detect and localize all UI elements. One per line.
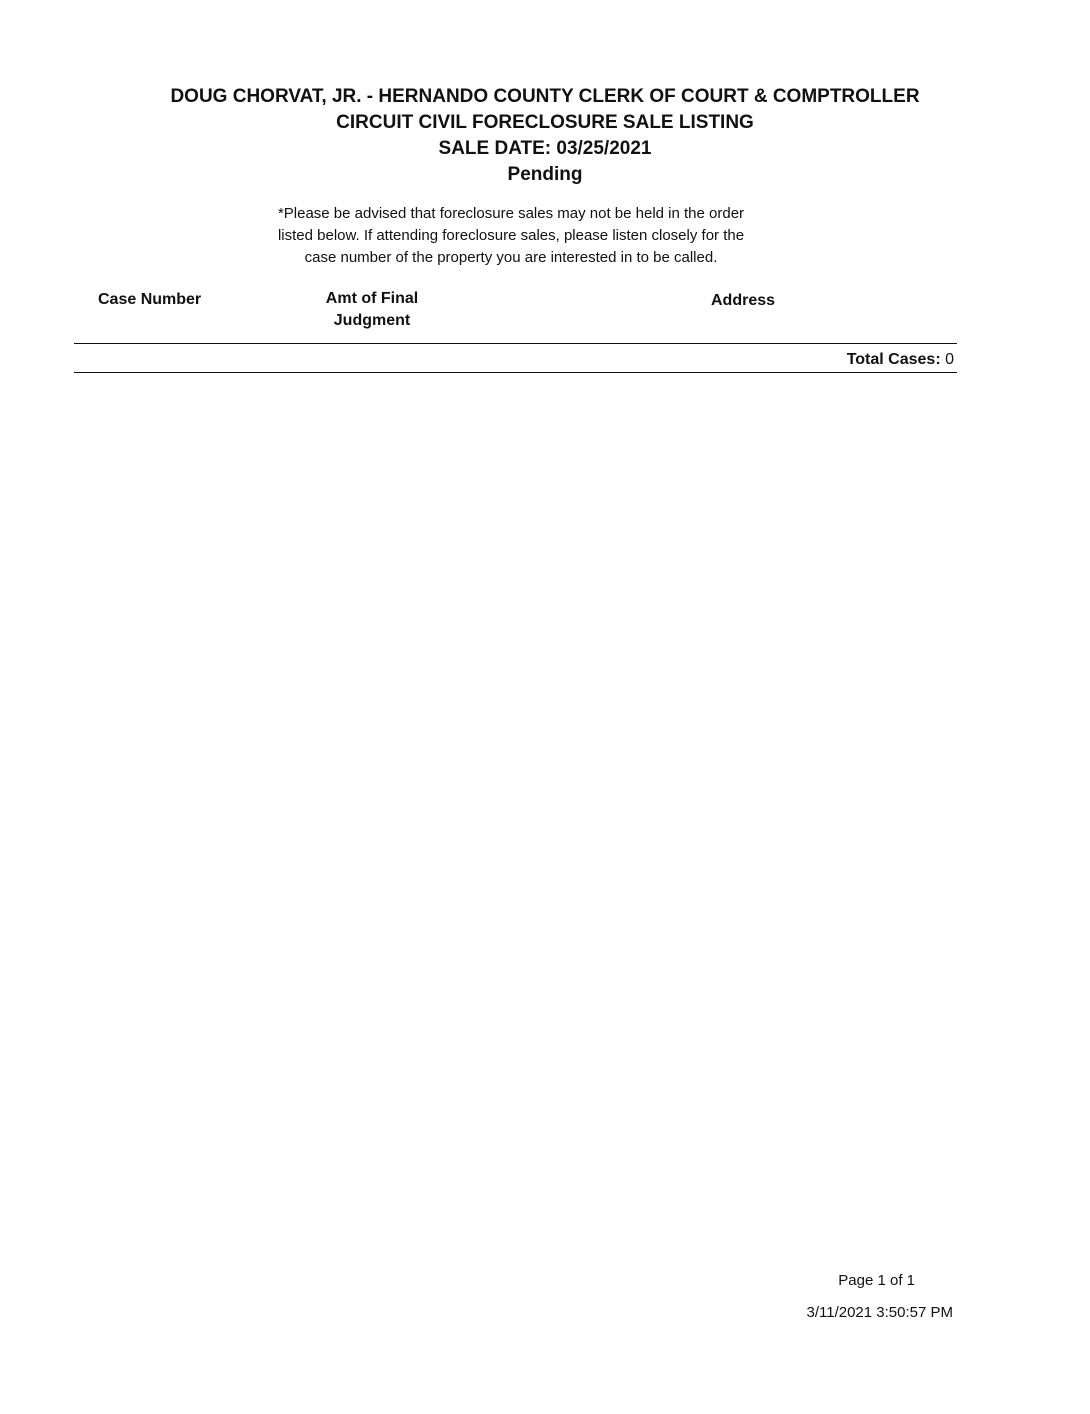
total-cases xyxy=(847,349,954,371)
column-header-address: Address xyxy=(711,292,776,309)
table-divider-top xyxy=(74,343,957,344)
page-number: Page 1 of 1 xyxy=(838,1272,915,1289)
notice-line: listed below. If attending foreclosure sales, please listen closely for the xyxy=(277,227,745,244)
report-subtitle: CIRCUIT CIVIL FORECLOSURE SALE LISTING xyxy=(336,112,754,133)
total-cases-label: Total Cases: xyxy=(846,351,941,368)
column-header-case-number: Case Number xyxy=(98,291,202,308)
notice-line: *Please be advised that foreclosure sales may not be held in the order xyxy=(277,205,745,222)
advisory-notice xyxy=(0,203,1022,269)
print-timestamp: 3/11/2021 3:50:57 PM xyxy=(806,1304,953,1321)
notice-line: case number of the property you are interested in to be called. xyxy=(304,249,718,266)
report-title: DOUG CHORVAT, JR. - HERNANDO COUNTY CLERK OF COURT & COMPTROLLER xyxy=(170,86,920,107)
table-divider-bottom xyxy=(74,372,957,373)
column-header-amount-line2: Judgment xyxy=(333,312,411,329)
total-cases-value: 0 xyxy=(945,351,954,368)
column-header-amount-line1: Amt of Final xyxy=(325,290,419,307)
column-header-amount xyxy=(322,288,422,332)
report-header xyxy=(0,84,1090,188)
sale-date: SALE DATE: 03/25/2021 xyxy=(438,138,652,159)
status-label: Pending xyxy=(507,164,583,185)
